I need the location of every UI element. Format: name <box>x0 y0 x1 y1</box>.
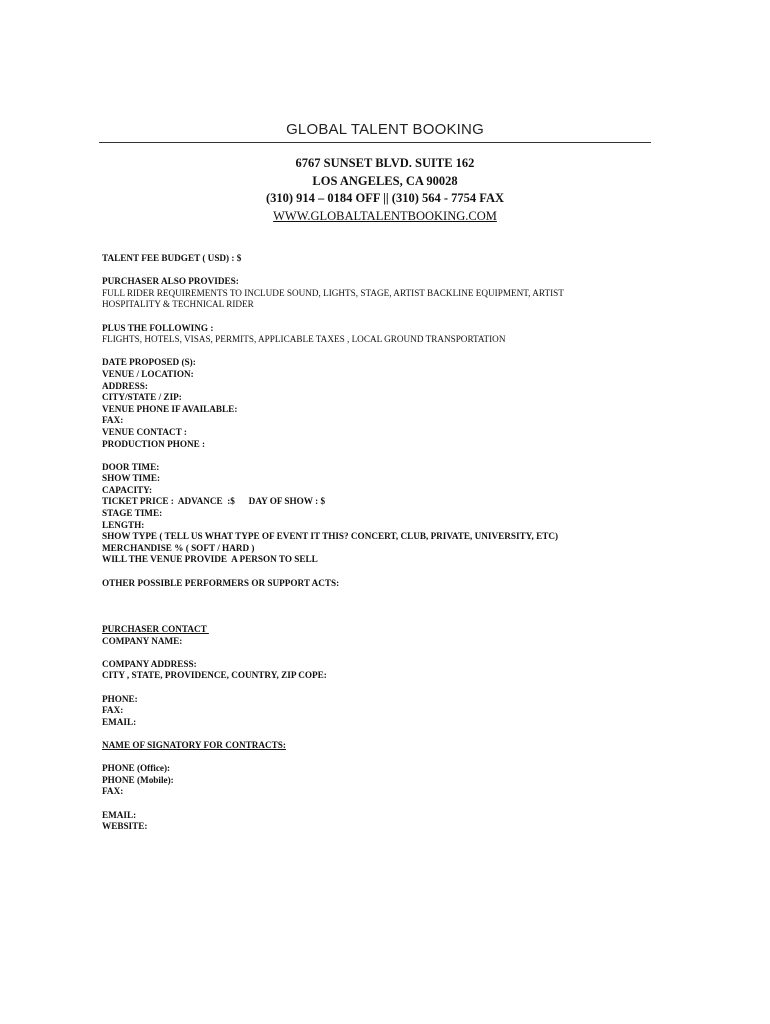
plus-following-heading: PLUS THE FOLLOWING : <box>102 322 214 333</box>
phone-fax-line: (310) 914 – 0184 OFF || (310) 564 - 7754 FAX <box>265 191 505 205</box>
form-field-email: EMAIL: <box>102 809 137 820</box>
street-address: 6767 SUNSET BLVD. SUITE 162 <box>295 156 475 170</box>
purchaser-provides-text: HOSPITALITY & TECHNICAL RIDER <box>102 299 254 310</box>
talent-fee-field: TALENT FEE BUDGET ( USD) : $ <box>102 253 242 263</box>
booking-form <box>102 253 662 833</box>
form-field-ticket-price: TICKET PRICE : ADVANCE :$ DAY OF SHOW : $ <box>102 496 326 507</box>
form-field-venue-phone: VENUE PHONE IF AVAILABLE: <box>102 403 238 414</box>
city-address: LOS ANGELES, CA 90028 <box>312 173 458 188</box>
form-field-date: DATE PROPOSED (S): <box>102 357 196 368</box>
form-field-show-time: SHOW TIME: <box>102 473 161 484</box>
form-field-fax: FAX: <box>102 705 124 716</box>
purchaser-provides-text: FULL RIDER REQUIREMENTS TO INCLUDE SOUND, LIGHTS, STAGE, ARTIST BACKLINE EQUIPMENT, ARTIST <box>102 287 564 298</box>
form-field-show-type: SHOW TYPE ( TELL US WHAT TYPE OF EVENT IT THIS? CONCERT, CLUB, PRIVATE, UNIVERSITY, ETC) <box>102 531 559 542</box>
form-field-city-state: CITY , STATE, PROVIDENCE, COUNTRY, ZIP COPE: <box>102 670 327 681</box>
purchaser-provides-heading: PURCHASER ALSO PROVIDES: <box>102 276 239 287</box>
form-field-phone-office: PHONE (Office): <box>102 763 171 774</box>
website-link[interactable]: WWW.GLOBALTALENTBOOKING.COM <box>273 208 497 223</box>
form-field-company-name: COMPANY NAME: <box>102 635 183 646</box>
form-field-website: WEBSITE: <box>102 821 148 832</box>
form-field-company-address: COMPANY ADDRESS: <box>102 658 197 669</box>
form-field-venue: VENUE / LOCATION: <box>102 368 194 379</box>
form-field-email: EMAIL: <box>102 716 137 727</box>
form-field-phone-mobile: PHONE (Mobile): <box>102 774 174 785</box>
form-field-merch-seller: WILL THE VENUE PROVIDE A PERSON TO SELL <box>102 554 318 565</box>
form-field-length: LENGTH: <box>102 519 145 530</box>
form-field-merchandise: MERCHANDISE % ( SOFT / HARD ) <box>102 542 255 553</box>
form-field-fax: FAX: <box>102 786 124 797</box>
form-field-door-time: DOOR TIME: <box>102 461 160 472</box>
form-field-phone: PHONE: <box>102 693 138 704</box>
signatory-heading: NAME OF SIGNATORY FOR CONTRACTS: <box>102 739 286 750</box>
form-field-address: ADDRESS: <box>102 380 148 391</box>
company-address-block <box>0 155 770 225</box>
form-field-fax: FAX: <box>102 415 124 426</box>
plus-following-text: FLIGHTS, HOTELS, VISAS, PERMITS, APPLICABLE TAXES , LOCAL GROUND TRANSPORTATION <box>102 334 506 345</box>
form-field-venue-contact: VENUE CONTACT : <box>102 426 187 437</box>
form-field-city: CITY/STATE / ZIP: <box>102 392 182 403</box>
form-field-production-phone: PRODUCTION PHONE : <box>102 438 206 449</box>
form-field-capacity: CAPACITY: <box>102 484 153 495</box>
header-divider <box>99 142 651 143</box>
company-title: GLOBAL TALENT BOOKING <box>286 121 484 138</box>
purchaser-contact-heading: PURCHASER CONTACT <box>102 624 209 634</box>
form-field-stage-time: STAGE TIME: <box>102 508 163 519</box>
form-field-other-performers: OTHER POSSIBLE PERFORMERS OR SUPPORT ACTS: <box>102 577 340 588</box>
